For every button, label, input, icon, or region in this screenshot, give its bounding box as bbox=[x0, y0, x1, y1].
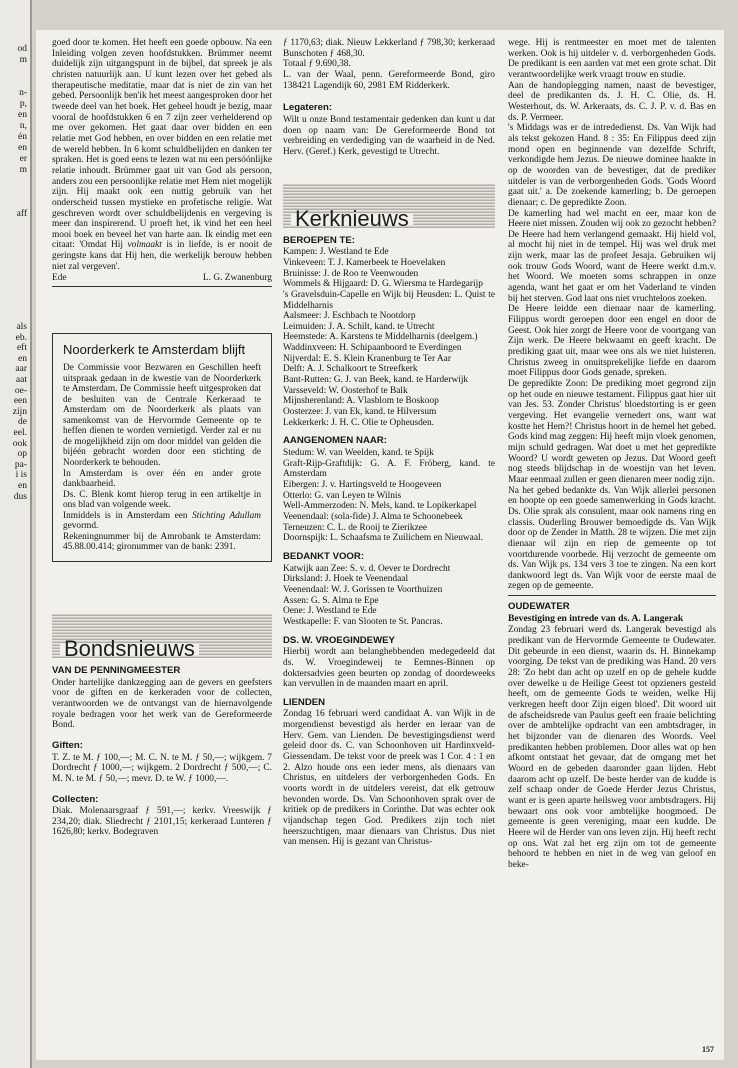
legacies-heading: Legateren: bbox=[283, 102, 333, 114]
list-item: Terneuzen: C. L. de Rooij te Zierikzee bbox=[283, 522, 428, 533]
accepted-heading: AANGENOMEN NAAR: bbox=[283, 435, 387, 447]
legacies-text: Wilt u onze Bond testamentair gedenken dan kunt u dat doen op naam van: De Gereformeerde Bond tot verbreiding en verdediging van de waarheid in de Ned. Herv. (Geref.) Kerk, gevestigd te Utrecht. bbox=[283, 114, 495, 157]
total: Totaal ƒ 9.690,38. bbox=[283, 59, 351, 70]
list-item: Mijnsherenland: A. Vlasblom te Boskoop bbox=[283, 396, 439, 407]
list-item: Graft-Rijp-Graftdijk: G. A. F. Fröberg, kand. te Amsterdam bbox=[283, 458, 495, 480]
prev-page-fragment: en bbox=[18, 143, 27, 153]
section-title: Kerknieuws bbox=[291, 214, 413, 225]
review-signature bbox=[52, 273, 272, 287]
list-item: Bant-Rutten: G. J. van Beek, kand. te Harderwijk bbox=[283, 375, 469, 386]
list-item: Katwijk aan Zee: S. v. d. Oever te Dordrecht bbox=[283, 563, 451, 574]
prev-page-fragment: én bbox=[18, 132, 27, 142]
section-title: Bondsnieuws bbox=[60, 644, 199, 655]
treasurer-heading: VAN DE PENNINGMEESTER bbox=[52, 664, 181, 676]
collections-continued: ƒ 1170,63; diak. Nieuw Lekkerland ƒ 798,30; kerkeraad Bunschoten ƒ 468,30. bbox=[283, 38, 495, 59]
signature-name: L. G. Zwanenburg bbox=[202, 273, 272, 284]
prev-page-fragment: dus bbox=[13, 491, 27, 502]
article-paragraph: De kamerling had wel macht en eer, maar kon de Heere niet missen. Zouden wij ook zo gezocht hebben? De Heere had hem verlangend gemaakt. Hij hield vol, al mocht hij niet in de tempel. Hij was wel druk met zijn werk, maar las de profeet Jesaja. Gebruiken wij ook trouw Gods Woord, want de Heere werkt d.m.v. het Woord. We moeten soms schrappen in onze agenda, want het gaat er om het Vaderland te vinden bij het sterven. God laat ons niet vruchteloos zoeken. bbox=[508, 208, 716, 304]
list-item: Lekkerkerk: J. H. C. Olie te Opheusden. bbox=[283, 417, 435, 428]
magazine-page bbox=[36, 30, 724, 1060]
article-paragraph: wege. Hij is rentmeester en moet met de talenten werken. Ook is hij uitdeler v. d. verborgenheden Gods. De predikant is een aarden vat met een grote schat. Dit verantwoordelijke werk vraagt trouw en studie. bbox=[508, 38, 716, 80]
previous-page-edge bbox=[0, 0, 32, 1068]
prev-page-fragment: er bbox=[19, 154, 27, 164]
prev-page-fragment: oe- bbox=[14, 385, 27, 396]
declined-heading: BEDANKT VOOR: bbox=[283, 550, 365, 562]
treasurer-address: L. van der Waal, penn. Gereformeerde Bond, giro 138421 Lagendijk 60, 2981 EM Ridderkerk. bbox=[283, 69, 495, 91]
kerknieuws-banner bbox=[283, 184, 495, 231]
list-item: Dirksland: J. Hoek te Veenendaal bbox=[283, 574, 409, 585]
list-item: Nijverdal: E. S. Klein Kranenburg te Ter Aar bbox=[283, 353, 451, 364]
prev-page-fragment: n- bbox=[19, 88, 27, 98]
prev-page-fragment: als bbox=[16, 322, 27, 332]
lienden-text: Zondag 16 februari werd candidaat A. van Wijk in de morgendienst bevestigd als herder en leraar van de Herv. Gem. van Lienden. De bevestigingsdienst werd geleid door ds. C. van Schoonhoven uit Hardinxveld-Giessendam. De tekst voor de preek was 1 Cor. 4 : 1 en 2. Alzo houde ons een ieder mens, als dienaars van Christus, en uitdelers der verborgenheden Gods. En voorts wordt in de uitdelers vereist, dat elk getrouw bevonden worde. Ds. Van Schoonhoven sprak over de kritiek op de predikers in Corinthe. Dat was echter ook vijandschap tegen God. Predikers zijn toch niet heerszuchtigen, maar dienaars van Christus. Dus niet van mensen. Hij is gezant van Christus- bbox=[283, 709, 495, 848]
called-list bbox=[283, 247, 495, 428]
section-divider bbox=[508, 595, 716, 596]
list-item: Otterlo: G. van Leyen te Wilnis bbox=[283, 490, 402, 501]
list-item: Oosterzee: J. van Ek, kand. te Hilversum bbox=[283, 407, 437, 418]
article-paragraph: Zondag 23 februari werd ds. Langerak bevestigd als predikant van de Hervormde Gemeente te Oudewater. Dit gebeurde in een dienst, waarin ds. H. Binnekamp voorging. De tekst van de prediking was Hand. 20 vers 28: 'Zo hebt dan acht op uzelf en op de gehele kudde over dewelke u de Heilige Geest tot opzieners gesteld heeft, om de gemeente Gods te weiden, welke Hij verkregen heeft door Zijn eigen bloed'. Dit woord uit de afscheidsrede van Paulus geeft een fraaie belichting over de ambtelijke opdracht van een ambtsdrager, in het bijzonder van de dienaren des Woords. Veel predikanten hebben problemen. Door alles wat op hen afkomt ontstaat het gevaar, dat de omgang met het Woord en de gebeden daaronder gaan lijden. Hebt daarom acht op uzelf. De beste herder van de kudde is zelf schaap onder de Goede Herder Jezus Christus, want er is geen aparte heilsweg voor ambtsdragers. Hij bewaart ons ook voor ambtelijke hoogmoed. De gemeente is geen vereniging, maar een kudde. De Heere wil de Herder van ons leven zijn. Hij heeft recht op ons. Wat zal het erg zijn om tot de gemeente behoord te hebben en niet in de weg van geloof en beke- bbox=[508, 625, 716, 870]
prev-page-fragment: zijn bbox=[12, 406, 27, 417]
prev-page-fragment: aar bbox=[15, 364, 27, 375]
gifts-heading: Giften: bbox=[52, 739, 83, 751]
prev-page-fragment: eb. bbox=[15, 332, 27, 343]
list-item: Eibergen: J. v. Hartingsveld te Hoogeveen bbox=[283, 480, 442, 490]
notice-paragraph: De Commissie voor Bezwaren en Geschillen heeft uitspraak gedaan in de kwestie van de Noorderkerk te Amsterdam. De Commissie heeft uitgesproken dat de besluiten van de Centrale Kerkeraad te Amsterdam om de Noorderkerk als plaats van samenkomst van de Hervormde Gemeente op te heffen dienen te worden vernietigd. Verder zal er nu de mogelijkheid zijn om door middel van gelden die bijéén gebracht worden door een stichting de Noorderkerk te behouden. bbox=[63, 363, 261, 469]
prev-page-fragment: een bbox=[13, 396, 27, 407]
prev-page-fragment: eft bbox=[16, 343, 27, 354]
list-item: Doornspijk: L. Schaafsma te Zuilichem en Nieuwaal. bbox=[283, 533, 483, 544]
prev-page-fragment: en bbox=[18, 353, 27, 364]
notice-paragraph: In Amsterdam is over één en ander grote dankbaarheid. bbox=[63, 468, 261, 490]
prev-page-fragment: m bbox=[19, 55, 27, 65]
list-item: Veenendaal: (sola-fide) J. Alma te Schoonebeek bbox=[283, 511, 463, 522]
prev-page-fragment: n, bbox=[19, 121, 27, 131]
list-item: Vinkeveen: T. J. Kamerbeek te Hoevelaken bbox=[283, 257, 446, 268]
treasurer-text: Onder hartelijke dankzegging aan de gevers en geefsters voor de giften en de kerkeraden voor de collecten, verantwoorden we de ontvangst van de hiernavolgende royale bedragen voor het werk van de Gereformeerde Bond. bbox=[52, 677, 272, 731]
prev-page-fragment: i is bbox=[15, 470, 27, 481]
list-item: Veenendaal: W. J. Gorissen te Voorthuizen bbox=[283, 584, 443, 595]
lienden-heading: LIENDEN bbox=[283, 696, 326, 708]
collections-heading: Collecten: bbox=[52, 793, 99, 805]
list-item: Westkapelle: F. van Slooten te St. Pancras. bbox=[283, 616, 443, 627]
prev-page-fragment: en bbox=[18, 481, 27, 491]
prev-page-fragment: ook bbox=[12, 438, 27, 449]
notice-paragraph: Inmiddels is in Amsterdam een Stichting Adullam gevormd. bbox=[63, 510, 262, 532]
article-paragraph: Na het gebed bedankte ds. Van Wijk allerlei personen en hoopte op een goede samenwerking in Gods kracht. Ds. Olie sprak als consulent, maar ook namens ring en classis. Ouderling Brouwer bemoedigde ds. Van Wijk door op de Zender in Matth. 28 te wijzen. Die met zijn dienaar wil zijn en riep de gemeente op tot voortdurende voorbede. Hij verzocht de gemeente om ds. Van Wijk ps. 134 vers 3 toe te zingen. Na een kort dankwoord legt ds. Van Wijk voor de eerste maal de zegen op de gemeente. bbox=[508, 485, 716, 592]
prev-page-fragment: op bbox=[17, 449, 27, 460]
gifts-list: T. Z. te M. ƒ 100,—; M. C. N. te M. ƒ 50,—; wijkgem. 7 Dordrecht ƒ 1000,—; wijkgem. 2 Dordrecht ƒ 500,—; C. M. N. te M. ƒ 50,—; mevr. D. te W. ƒ 1000,—. bbox=[52, 752, 272, 784]
list-item: Waddinxveen: H. Schipaanboord te Everdingen bbox=[283, 343, 462, 354]
prev-page-fragment: eel. bbox=[13, 428, 27, 438]
article-paragraph: 's Middags was er de intrededienst. Ds. Van Wijk had als tekst gekozen Hand. 8 : 35: En Filippus deed zijn mond open en beginnende van dezelfde Schrift, verkondigde hem Jezus. De nieuwe dominee haakte in op de woorden van de bevestiger, dat de prediker uitdeler is van de verborgenheden Gods. 'Gods Woord gaat uit.' a. De zoekende kamerling; b. De geroepen dienaar; c. De gepredikte Zoon. bbox=[508, 123, 716, 208]
article-paragraph: Aan de handoplegging namen, naast de bevestiger, deel de predikanten ds. J. H. C. Olie, ds. H. Westerhout, ds. W. Arkeraats, ds. C. J. P. v. d. Bas en ds. P. Vermeer. bbox=[508, 80, 716, 123]
prev-page-fragment: aff bbox=[16, 209, 27, 219]
bondsnieuws-banner bbox=[52, 614, 272, 662]
declined-list bbox=[283, 564, 495, 628]
list-item: Heemstede: A. Karstens te Middelharnis (deelgem.) bbox=[283, 332, 478, 343]
called-heading: BEROEPEN TE: bbox=[283, 234, 355, 246]
prev-page-fragment: p, bbox=[19, 99, 27, 109]
list-item: Wommels & Hijgaard: D. G. Wiersma te Hardegarijp bbox=[283, 279, 483, 290]
oudewater-heading: OUDEWATER bbox=[508, 601, 570, 613]
article-paragraph: De gepredikte Zoon: De prediking moet gegrond zijn op het oude en nieuwe testament. Filippus gaat hier uit van Jes. 53. Zonder Christus' bloedstorting is er geen vergeving. Het evangelie vernedert ons, want wat kostte het Hem?! Christus hoort in de hemel het gebed. Gods kind mag zeggen: Hij heeft mijn vloek genomen, mijn schuld gedragen. Wat doet u met het gepredikte Woord? U wordt geweten op Jezus. Dat Woord geeft nog steeds blijdschap in de woestijn van het leven. Maar eenmaal zullen er geen dienaren meer nodig zijn. bbox=[508, 379, 716, 485]
column-right bbox=[508, 38, 716, 871]
list-item: Bruinisse: J. de Roo te Veenwouden bbox=[283, 268, 419, 279]
list-item: Kampen: J. Westland te Ede bbox=[283, 247, 389, 258]
noorderkerk-notice-box bbox=[52, 333, 272, 562]
list-item: 's Gravelsduin-Capelle en Wijk bij Heusden: L. Quist te Middelharnis bbox=[283, 289, 495, 311]
column-left bbox=[52, 38, 272, 838]
column-middle bbox=[283, 38, 495, 848]
list-item: Delft: A. J. Schalkoort te Streefkerk bbox=[283, 364, 418, 375]
collections-list: Diak. Molenaarsgraaf ƒ 591,—; kerkv. Vreeswijk ƒ 234,20; diak. Sliedrecht ƒ 2101,15; kerkeraad Lunteren ƒ 1626,80; kerkv. Bodegraven bbox=[52, 806, 272, 838]
vroegindewey-text: Hierbij wordt aan belanghebbenden medegedeeld dat ds. W. Vroegindeweij te Eemnes-Binnen op doktersadvies geen beurten op zondag of doordeweeks kan vervullen in de maanden maart en april. bbox=[283, 647, 495, 690]
prev-page-fragment: en bbox=[18, 110, 27, 120]
prev-page-fragment: pa- bbox=[14, 459, 27, 470]
article-paragraph: De Heere leidde een dienaar naar de kamerling. Filippus wordt geroepen door een engel en door de Geest. Ook hier zorgt de Heere voor de voortgang van Zijn werk. De Heere bekwaamt en geeft kracht. De prediking gaat uit, maar wee ons als we niet luisteren. Christus zweeg in onuitsprekelijke liefde en daarom moet Filippus door Gods genade, spreken. bbox=[508, 304, 716, 379]
notice-account: Rekeningnummer bij de Amrobank te Amsterdam: 45.88.00.414; gironummer van de bank: 2391. bbox=[63, 531, 261, 553]
list-item: Leimuiden: J. A. Schilt, kand. te Utrecht bbox=[283, 321, 435, 332]
list-item: Stedum: W. van Weelden, kand. te Spijk bbox=[283, 448, 434, 459]
list-item: Oene: J. Westland te Ede bbox=[283, 606, 377, 617]
list-item: Aalsmeer: J. Eschbach te Nootdorp bbox=[283, 311, 416, 322]
vroegindewey-heading: DS. W. VROEGINDEWEY bbox=[283, 634, 395, 646]
list-item: Well-Ammerzoden: N. Mels, kand. te Lopikerkapel bbox=[283, 501, 477, 512]
accepted-list bbox=[283, 448, 495, 544]
list-item: Varsseveld: W. Oosterhof te Balk bbox=[283, 385, 408, 396]
review-text: goed door te komen. Het heeft een goede opbouw. Na een Inleiding volgen zeven hoofdstukken. Brümmer neemt duidelijk zijn uitgangspunt in de bijbel, dat spreek je als christen natuurlijk aan. U kunt lezen over het gebed als therapeutische meditatie, maar dat is niet de zin van het gebed. Persoonlijk ben'ik het meest aangesproken door het tweede deel van het boek. Het geheel houdt je bezig, maar vooral de hoofdstukken 6 en 7 zijn zeer verhelderend op me over gekomen. Het gaat daar over bidden en een relatie met God hebben, en over bidden en een relatie met de wereld hebben. In 6 komt schuldbelijden en danken ter spraken. Het is goed eens te lezen wat nu een persóónlijke relatie inhoudt. Brümmer gaat uit van God als persoon, anders zou een persoonlijke relatie met Hem niet mogelijk zijn. Hij maakt ook een nuttig gebruik van het onderscheid tussen mystieke en profetische religie. Wat geschreven wordt over schuldbelijdenis en vergeving is meer dan inspirerend. U proeft het, ik vind het een heel mooi boek en beveel het van harte aan. Ik eindig met een citaat: 'Omdat Hij volmaakt is in liefde, is er nooit de geringste kans dat Hij hen, die werkelijk berouw hebben niet zal vergeven'. bbox=[52, 38, 272, 272]
oudewater-subheading: Bevestiging en intrede van ds. A. Langerak bbox=[508, 612, 684, 624]
notice-paragraph: Ds. C. Blenk komt hierop terug in een artikeltje in ons blad van volgende week. bbox=[63, 489, 261, 511]
prev-page-fragment: od bbox=[17, 44, 27, 54]
signature-place: Ede bbox=[52, 273, 67, 284]
notice-title: Noorderkerk te Amsterdam blijft bbox=[63, 342, 246, 358]
prev-page-fragment: m bbox=[19, 165, 27, 175]
prev-page-fragment: aat bbox=[15, 375, 27, 385]
list-item: Assen: G. S. Alma te Epe bbox=[283, 595, 379, 606]
prev-page-fragment: de bbox=[18, 417, 27, 428]
page-number: 157 bbox=[702, 1045, 714, 1054]
